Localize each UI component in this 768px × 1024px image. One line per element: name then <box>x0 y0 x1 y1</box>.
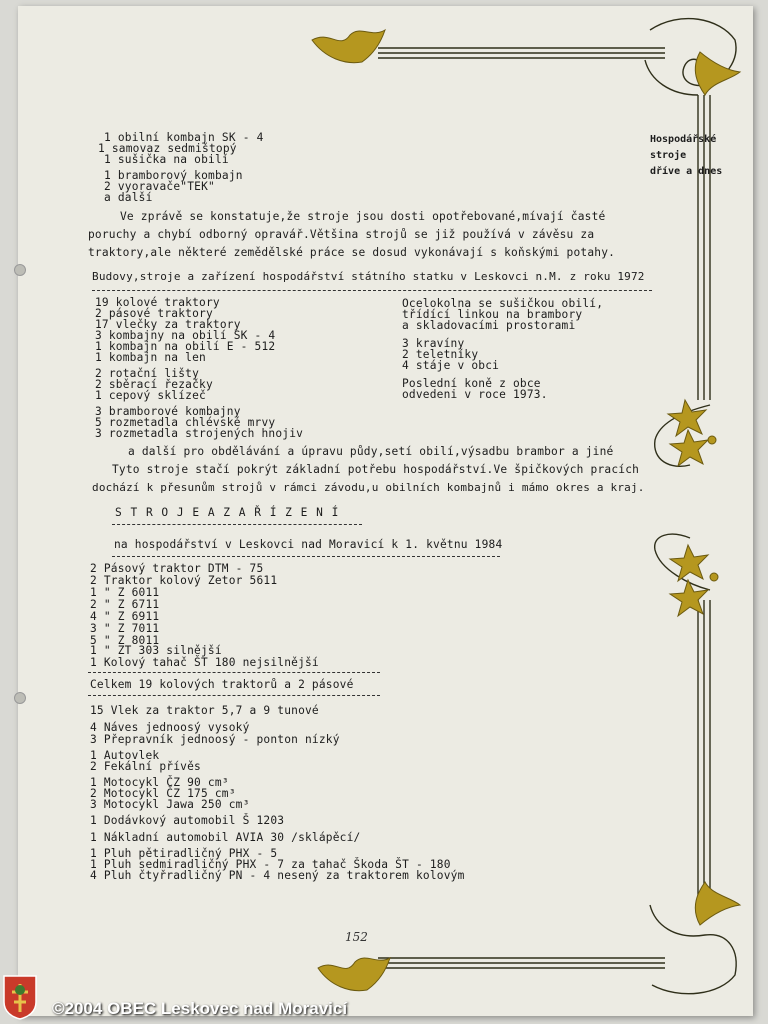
list-item: 2 Fekální přívěs <box>90 760 201 773</box>
list-item: 15 Vlek za traktor 5,7 a 9 tunové <box>90 704 319 717</box>
list-item: 17 vlečky za traktory <box>95 318 241 331</box>
list-item: 1 Motocykl ČZ 90 cm³ <box>90 776 229 789</box>
list-item: 5 rozmetadla chlévské mrvy <box>95 416 276 429</box>
list-item: třídící linkou na brambory <box>402 308 583 321</box>
list-item: odvedeni v roce 1973. <box>402 388 548 401</box>
section-title-1972: Budovy,stroje a zařízení hospodářství státního statku v Leskovci n.M. z roku 1972 <box>92 270 645 283</box>
side-heading-line: dříve a dnes <box>650 166 723 177</box>
list-item: 3 Motocykl Jawa 250 cm³ <box>90 798 250 811</box>
paragraph-line: poruchy a chybí odborný opravář.Většina strojů se již používá v závěsu za <box>88 228 595 241</box>
list-item: a další <box>104 191 153 204</box>
list-item: 2 rotační lišty <box>95 367 200 380</box>
list-item: 2 teletníky <box>402 348 479 361</box>
list-item: 1 Dodávkový automobil Š 1203 <box>90 814 285 827</box>
table-row: 3 " Z 7011 <box>90 622 160 635</box>
side-heading <box>650 132 722 180</box>
divider <box>88 672 380 673</box>
side-heading-line: stroje <box>650 150 687 161</box>
list-item: 3 Přepravník jednoosý - ponton nízký <box>90 733 340 746</box>
section-subtitle-1984: na hospodářství v Leskovci nad Moravicí k 1. květnu 1984 <box>114 538 503 551</box>
paragraph-line: dochází k přesunům strojů v rámci závodu,u obilních kombajnů i mámo okres a kraj. <box>92 481 645 494</box>
table-row: 5 " Z 8011 <box>90 634 160 647</box>
coat-of-arms-icon <box>2 974 38 1020</box>
table-row: 2 " Z 6711 <box>90 598 160 611</box>
list-item: 19 kolové traktory <box>95 296 220 309</box>
table-row: 1 " ZT 303 silnější <box>90 644 222 657</box>
list-item: 1 kombajn na len <box>95 351 206 364</box>
divider <box>88 695 380 696</box>
paragraph-line: Ve zprávě se konstatuje,že stroje jsou dosti opotřebované,mívají časté <box>120 210 606 223</box>
list-item: 2 pásové traktory <box>95 307 213 320</box>
list-item: 1 samovaz sedmištopý <box>98 142 237 155</box>
list-item: 1 Pluh sedmiradličný PHX - 7 za tahač Škoda ŠT - 180 <box>90 858 451 871</box>
divider <box>92 290 652 291</box>
side-heading-line: Hospodářské <box>650 134 717 145</box>
paragraph-line: traktory,ale některé zemědělské práce se dosud vykonávají s koňskými potahy. <box>88 246 616 259</box>
list-item: 2 sběrací řezačky <box>95 378 213 391</box>
paragraph-line: a další pro obdělávání a úpravu půdy,setí obilí,výsadbu brambor a jiné <box>128 445 614 458</box>
list-item: 1 sušička na obilí <box>104 153 229 166</box>
page-number: 152 <box>345 930 368 944</box>
paragraph-line: Tyto stroje stačí pokrýt základní potřebu hospodářství.Ve špičkových pracích <box>112 463 640 476</box>
divider <box>112 556 500 557</box>
list-item: 1 obilní kombajn SK - 4 <box>104 131 264 144</box>
divider <box>112 524 362 525</box>
list-item: 3 kombajny na obilí SK - 4 <box>95 329 276 342</box>
list-item: 3 kravíny <box>402 337 465 350</box>
list-item: 2 Motocykl ČZ 175 cm³ <box>90 787 236 800</box>
table-row: 2 Traktor kolový Zetor 5611 <box>90 574 278 587</box>
list-item: Ocelokolna se sušičkou obilí, <box>402 297 604 310</box>
list-item: 3 bramborové kombajny <box>95 405 241 418</box>
copyright-footer: ©2004 OBEC Leskovec nad Moravicí <box>52 999 348 1018</box>
list-item: 1 Autovlek <box>90 749 160 762</box>
list-item: 1 Pluh pětiradličný PHX - 5 <box>90 847 278 860</box>
list-item: Poslední koně z obce <box>402 377 541 390</box>
table-row: 4 " Z 6911 <box>90 610 160 623</box>
list-item: 2 vyoravače"TEK" <box>104 180 215 193</box>
list-item: 4 Pluh čtyřradličný PN - 4 nesený za traktorem kolovým <box>90 869 465 882</box>
table-row: 1 Kolový tahač ŠT 180 nejsilnější <box>90 656 319 669</box>
list-item: 1 kombajn na obilí E - 512 <box>95 340 276 353</box>
list-item: 1 Nákladní automobil AVIA 30 /sklápěcí/ <box>90 831 361 844</box>
list-item: 4 Náves jednoosý vysoký <box>90 721 250 734</box>
table-row: 2 Pásový traktor DTM - 75 <box>90 562 264 575</box>
list-item: 1 bramborový kombajn <box>104 169 243 182</box>
list-item: a skladovacími prostorami <box>402 319 576 332</box>
table-row: 1 " Z 6011 <box>90 586 160 599</box>
section-title-1984: S T R O J E A Z A Ř Í Z E N Í <box>115 506 340 519</box>
list-item: 1 cepový sklízeč <box>95 389 206 402</box>
tractors-total: Celkem 19 kolových traktorů a 2 pásové <box>90 678 354 691</box>
list-item: 4 stáje v obci <box>402 359 500 372</box>
list-item: 3 rozmetadla strojených hnojiv <box>95 427 304 440</box>
